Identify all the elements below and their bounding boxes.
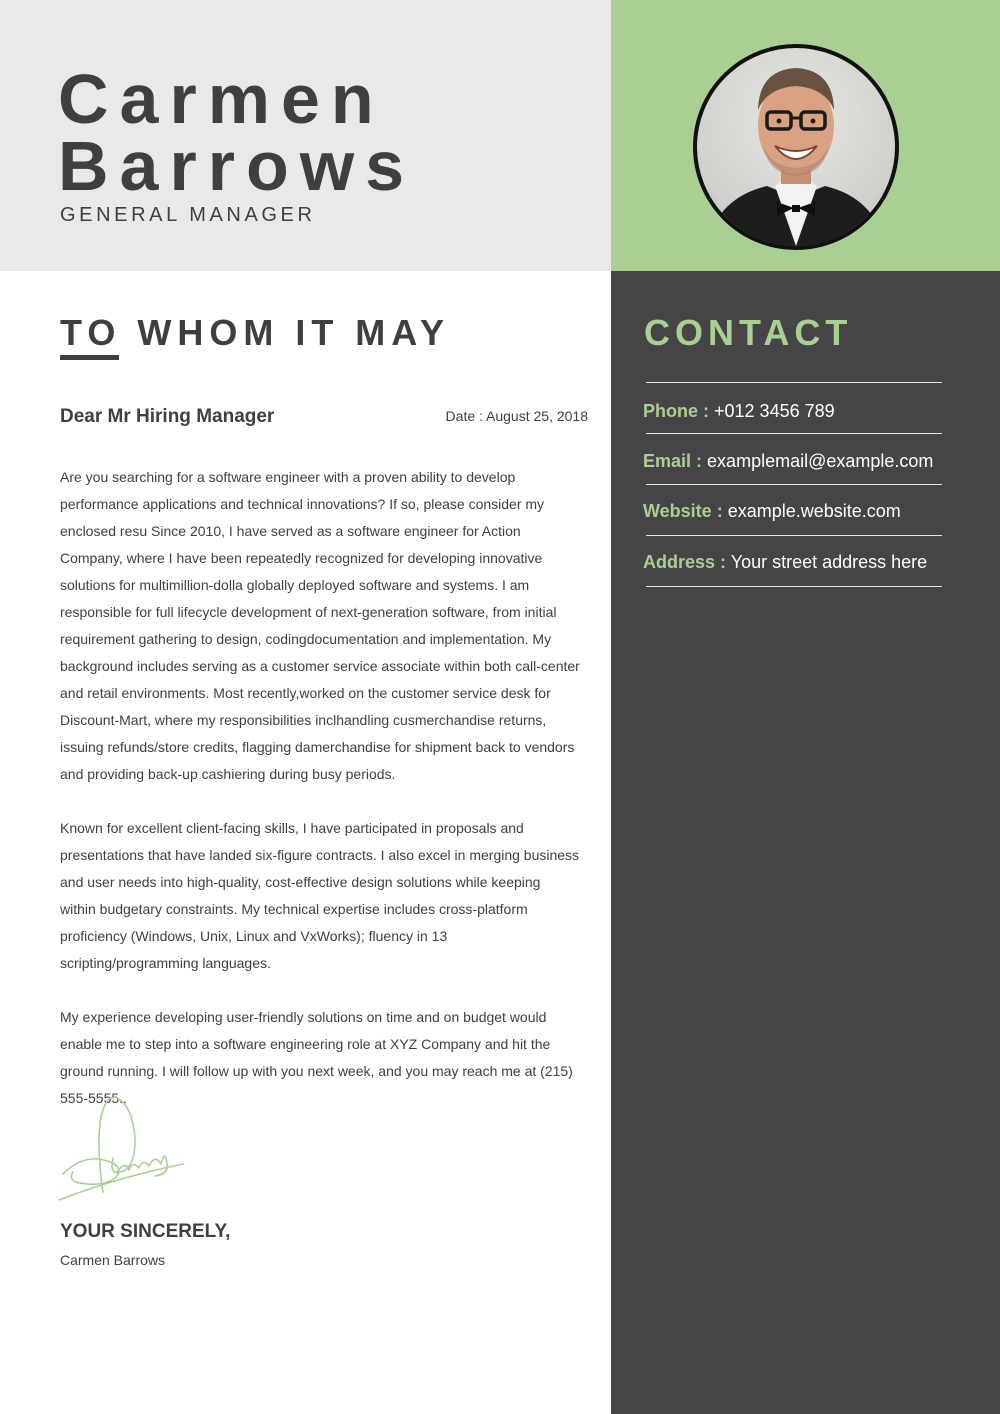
contact-divider	[646, 433, 942, 434]
heading-underline	[60, 355, 119, 360]
signature-image	[55, 1092, 190, 1219]
job-title: GENERAL MANAGER	[60, 204, 316, 226]
email-label: Email :	[643, 451, 703, 471]
letter-body	[60, 464, 580, 1139]
contact-divider	[646, 586, 942, 587]
closing-line: YOUR SINCERELY,	[60, 1221, 231, 1242]
salutation: Dear Mr Hiring Manager	[60, 406, 275, 427]
contact-address	[643, 551, 927, 573]
body-paragraph: Known for excellent client-facing skills, I have participated in proposals and presentations that have landed six-figure contracts. I also excel in merging business and user needs into high-quality, cost-effective design solutions while keeping within budgetary constraints. My technical expertise includes cross-platform proficiency (Windows, Unix, Linux and VxWorks); fluency in 13 scripting/programming languages.	[60, 820, 580, 971]
last-name: Barrows	[58, 127, 416, 205]
letter-heading: TO WHOM IT MAY	[60, 312, 450, 353]
first-name: Carmen	[58, 60, 385, 138]
contact-sidebar	[611, 271, 1000, 1414]
contact-divider	[646, 535, 942, 536]
website-label: Website :	[643, 501, 723, 521]
body-paragraph: Are you searching for a software engineer with a proven ability to develop performance applications and technical innovations? If so, please consider my enclosed resu Since 2010, I have served as a software engineer for Action Company, where I have been repeatedly recognized for developing innovative solutions for multimillion-dolla globally deployed software and systems. I am responsible for full lifecycle development of next-generation software, from initial requirement gathering to design, codingdocumentation and implementation. My background includes serving as a customer service associate within both call-center and retail environments. Most recently,worked on the customer service desk for Discount-Mart, where my responsibilities inclhandling cusmerchandise returns, issuing refunds/store credits, flagging damerchandise for shipment back to vendors and providing back-up cashiering during busy periods.	[60, 469, 580, 782]
body-paragraph: My experience developing user-friendly solutions on time and on budget would enable me to step into a software engineering role at XYZ Company and hit the ground running. I will follow up with you next week, and you may reach me at (215) 555-5555..	[60, 1009, 573, 1106]
phone-value: +012 3456 789	[714, 401, 835, 421]
phone-label: Phone :	[643, 401, 709, 421]
contact-heading: CONTACT	[644, 312, 853, 353]
letter-date: Date : August 25, 2018	[445, 408, 588, 424]
contact-divider	[646, 484, 942, 485]
address-value: Your street address here	[730, 552, 928, 572]
website-value: example.website.com	[727, 501, 901, 521]
address-label: Address :	[643, 552, 727, 572]
contact-website	[643, 500, 901, 522]
profile-photo	[693, 44, 899, 250]
contact-email	[643, 450, 933, 472]
email-value: examplemail@example.com	[707, 451, 934, 471]
signer-name: Carmen Barrows	[60, 1252, 166, 1268]
contact-divider	[646, 382, 942, 383]
contact-phone	[643, 400, 835, 422]
